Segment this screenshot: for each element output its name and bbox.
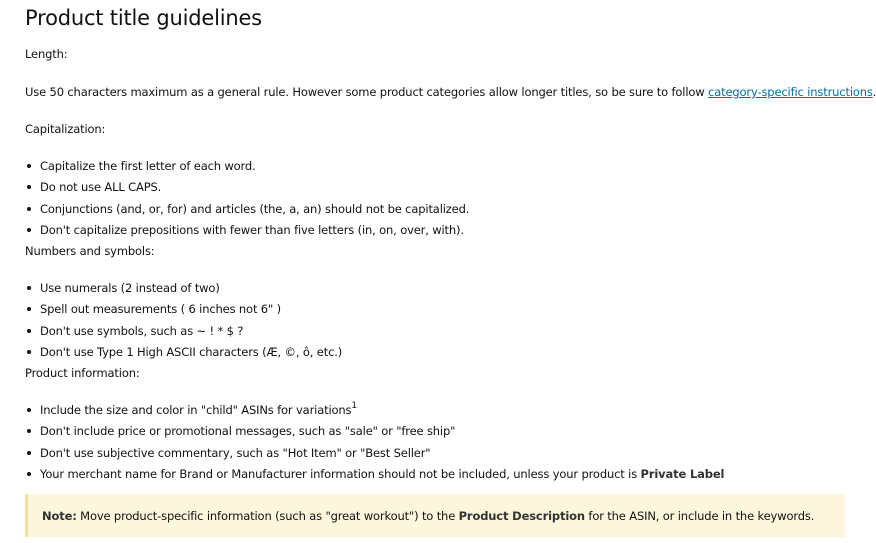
numbers-symbols-list <box>25 280 342 366</box>
note-callout <box>25 494 845 537</box>
list-item: Don't capitalize prepositions with fewer than five letters (in, on, over, with). <box>25 222 469 243</box>
capitalization-label: Capitalization: <box>25 122 106 136</box>
list-item: Don't use Type 1 High ASCII characters (Æ, ©, ô, etc.) <box>25 344 342 365</box>
bullet-icon <box>27 350 31 354</box>
list-item: Use numerals (2 instead of two) <box>25 280 342 301</box>
page-title: Product title guidelines <box>25 6 262 30</box>
bullet-icon <box>27 329 31 333</box>
list-item: Don't include price or promotional messages, such as "sale" or "free ship" <box>25 423 724 444</box>
product-info-label: Product information: <box>25 366 140 380</box>
length-label: Length: <box>25 47 68 61</box>
bullet-icon <box>27 472 31 476</box>
list-item: Include the size and color in "child" ASINs for variations$^1$ <box>25 402 724 423</box>
bullet-icon <box>27 207 31 211</box>
bullet-icon <box>27 286 31 290</box>
bullet-icon <box>27 451 31 455</box>
footnote-marker: 1 <box>351 401 357 411</box>
list-item: Don't use symbols, such as ~ ! * $ ? <box>25 323 342 344</box>
product-description-emphasis: Product Description <box>458 509 585 523</box>
length-text-end: . <box>872 85 876 99</box>
bullet-icon <box>27 228 31 232</box>
numbers-symbols-label: Numbers and symbols: <box>25 244 155 258</box>
bullet-icon <box>27 185 31 189</box>
bullet-icon <box>27 408 31 412</box>
capitalization-list <box>25 158 469 244</box>
note-text: Note: Move product-specific information (such as "great workout") to the Product Description for the ASIN, or include in the keywords. <box>42 509 815 523</box>
bullet-icon <box>27 164 31 168</box>
list-item: Do not use ALL CAPS. <box>25 179 469 200</box>
list-item: Don't use subjective commentary, such as "Hot Item" or "Best Seller" <box>25 445 724 466</box>
length-description <box>25 84 876 100</box>
list-item: Conjunctions (and, or, for) and articles (the, a, an) should not be capitalized. <box>25 201 469 222</box>
length-text: Use 50 characters maximum as a general rule. However some product categories allow longer titles, so be sure to follow <box>25 85 709 99</box>
list-item: Spell out measurements ( 6 inches not 6" ) <box>25 301 342 322</box>
product-info-list <box>25 402 724 488</box>
list-item: Capitalize the first letter of each word. <box>25 158 469 179</box>
list-item: Your merchant name for Brand or Manufacturer information should not be included, unless your product is Private Label <box>25 466 724 487</box>
category-instructions-link[interactable]: category-specific instructions <box>708 85 873 99</box>
bullet-icon <box>27 307 31 311</box>
note-label: Note: <box>42 509 77 523</box>
bullet-icon <box>27 429 31 433</box>
private-label-emphasis: Private Label <box>640 467 725 482</box>
